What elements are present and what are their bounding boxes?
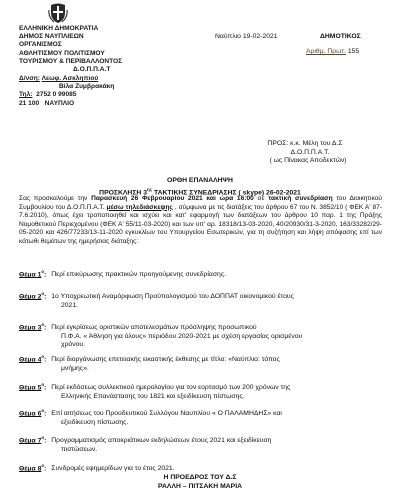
signature-name: ΡΑΛΛΗ – ΠΙΤΣΑΚΗ ΜΑΡΙΑ bbox=[157, 482, 242, 490]
agenda-item-text: Προγραμματισμός αποκριάτικων εκδηλώσεων έτους 2021 και εξειδίκευση bbox=[51, 437, 272, 445]
header-line: ΑΘΛΗΤΙΣΜΟΥ ΠΟΛΙΤΙΣΜΟΥ bbox=[19, 49, 105, 57]
agenda-item-text: Περί επικύρωσης πρακτικών προηγούμενης συνεδρίασης. bbox=[51, 271, 226, 279]
agenda-item-1: Θέμα $1^o$: Περί επικύρωσης πρακτικών προηγούμενης συνεδρίασης. bbox=[19, 269, 226, 279]
header-line: Δ.Ο.Π.Π.Α.Τ bbox=[73, 66, 111, 74]
address-street: Λεωφ. Ασκληπιού bbox=[41, 75, 99, 82]
address-villa: Βίλα Ζυμβρακάκη bbox=[59, 83, 115, 91]
signature-block bbox=[0, 474, 400, 491]
protocol-number: 155 bbox=[347, 48, 360, 55]
agenda-item-label: Θέμα 1 bbox=[19, 271, 42, 279]
recipient-block bbox=[220, 140, 390, 166]
signature-title: Η ΠΡΟΕΔΡΟΣ ΤΟΥ Δ.Σ bbox=[163, 474, 237, 481]
recipient-line: ( ως Πίνακας Αποδεκτών) bbox=[269, 157, 347, 165]
greek-emblem-icon bbox=[48, 2, 68, 24]
agenda-item-2: Θέμα $2^o$: 1ο Υποχρεωτική Αναμόρφωση Προϋπολογισμού του ΔΟΠΠΑΤ οικονομικού έτους 2021. bbox=[19, 290, 389, 310]
agenda-item-text: Π.Φ.Α. « Άθληση για όλους» περιόδου 2020-2021 με σχέση εργασίας ορισμένου bbox=[61, 332, 303, 340]
intro-paragraph: Σας προσκαλούμε την Παρασκευή 26 Φεβρουαρίου 2021 και ώρα 16:00 σε τακτική συνεδρίαση του Διοικητικού Συμβουλίου του Δ.Ο.Π.Π.Α.Τ. μέσω τηλεδιάσκεψης , σύμφωνα με τις διατάξεις του άρθρου 67 του Ν. 3852/10 ( ΦΕΚ Α' 87-7.6.2010), όπως έχει τροποποιηθεί και ισχύει και κατ' εφαρμογή των διατάξεων του άρθρου 10 παρ. 1 της Πράξης Νομοθετικού Περιεχομένου (ΦΕΚ Α' 55/11-03-2020) και των υπ' αρ. 18318/13-03-2020, 40/20930/31-3-2020, 163/33282/29-05-2020 και 426/77233/13-11-2020 εγκυκλίων του Υπουργείου Εσωτερικών, για τη συζήτηση και λήψη απόφασης επί των κάτωθι θεμάτων της ημερήσιας διάταξης: bbox=[19, 195, 382, 245]
address-block bbox=[19, 75, 189, 108]
postcode: 21 100 bbox=[19, 99, 40, 107]
agenda-item-text: Συνδρομές εφημερίδων για το έτος 2021. bbox=[51, 465, 175, 473]
protocol-block bbox=[306, 48, 359, 57]
header-line: ΟΡΓΑΝΙΣΜΟΣ bbox=[19, 41, 62, 49]
city: ΝΑΥΠΛΙΟ bbox=[44, 99, 75, 107]
organization-header bbox=[19, 25, 189, 74]
header-line: ΤΟΥΡΙΣΜΟΥ & ΠΕΡΙΒΑΛΛΟΝΤΟΣ bbox=[19, 57, 123, 65]
protocol-label: Αριθμ. Πρωτ. bbox=[306, 48, 346, 55]
agenda-item-5: Θέμα $5^o$: Περί εκδόσεως συλλεκτικού ημερολογίου για τον εορτασμό των 200 χρόνων της Ελληνικής Επανάστασης του 1821 και εξειδίκευση πίστωσης. bbox=[19, 381, 389, 401]
agenda-item-text: Περί εκδόσεως συλλεκτικού ημερολογίου για τον εορτασμό των 200 χρόνων της bbox=[51, 384, 291, 392]
title-line1: ΟΡΘΗ ΕΠΑΝΑΛΗΨΗ bbox=[167, 177, 233, 184]
agenda-item-text: Περί εγκρίσεως οριστικών αποτελεσμάτων πρόσληψης προσωπικού bbox=[51, 324, 257, 332]
recipient-line: Δ.Ο.Π.Π.Α.Τ. bbox=[290, 148, 330, 156]
agenda-item-6: Θέμα $6^o$: Επί αιτήσεως του Προοδευτικού Συλλόγου Ναυπλίου « Ο ΠΑΛΑΜΗΔΗΣ» και εξειδίκευση πίστωσης. bbox=[19, 407, 389, 427]
agenda-item-text: πιστώσεων. bbox=[61, 445, 98, 453]
document-category: ΔΗΜΟΤΙΚΟΣ bbox=[320, 33, 361, 40]
agenda-item-3: Θέμα $3^o$: Περί εγκρίσεως οριστικών αποτελεσμάτων πρόσληψης προσωπικού Π.Φ.Α. « Άθληση για όλους» περιόδου 2020-2021 με σχέση εργασίας ορισμένου χρόνου. bbox=[19, 321, 389, 350]
header-line: ΔΗΜΟΣ ΝΑΥΠΛΙΕΩΝ bbox=[19, 33, 84, 41]
agenda-item-7: Θέμα $7^o$: Προγραμματισμός αποκριάτικων εκδηλώσεων έτους 2021 και εξειδίκευση πιστώσεων. bbox=[19, 434, 389, 454]
agenda-item-text: εξειδίκευση πίστωσης. bbox=[61, 418, 129, 426]
agenda-item-4: Θέμα $4^o$: Περί διοργάνωσης επετειακής εικαστικής έκθεσης με τίτλο: «Ναύπλιο: τόπος μνήμης». bbox=[19, 353, 389, 373]
agenda-item-text: μνήμης». bbox=[61, 364, 89, 372]
recipient-line: ΠΡΟΣ: κ.κ. Μέλη του Δ.Σ bbox=[267, 140, 343, 147]
address-label: Δ/νση: bbox=[19, 75, 40, 82]
phone-label: Τηλ: bbox=[19, 91, 33, 99]
document-date: Ναύπλιο 19-02-2021 bbox=[215, 33, 278, 40]
phone-value: 2752 0 99085 bbox=[36, 91, 77, 99]
agenda-item-text: 2021. bbox=[61, 301, 79, 309]
agenda-item-text: χρόνου. bbox=[61, 341, 85, 349]
agenda-item-text: Ελληνικής Επανάστασης του 1821 και εξειδίκευση πίστωσης. bbox=[61, 392, 245, 400]
agenda-item-text: 1ο Υποχρεωτική Αναμόρφωση Προϋπολογισμού του ΔΟΠΠΑΤ οικονομικού έτους bbox=[51, 293, 294, 301]
agenda-item-text: Περί διοργάνωσης επετειακής εικαστικής έκθεσης με τίτλο: «Ναύπλιο: τόπος bbox=[51, 356, 280, 364]
header-line: ΕΛΛΗΝΙΚΗ ΔΗΜΟΚΡΑΤΙΑ bbox=[19, 25, 99, 32]
title-line2: ΠΡΟΣΚΛΗΣΗ $3^{\eta\varsigma}$ ΤΑΚΤΙΚΗΣ ΣΥΝΕΔΡΙΑΣΗΣ ( skype) 26-02-2021 bbox=[99, 186, 301, 196]
agenda-item-8: Θέμα $8^o$: Συνδρομές εφημερίδων για το έτος 2021. bbox=[19, 463, 175, 473]
agenda-item-text: Επί αιτήσεως του Προοδευτικού Συλλόγου Ναυπλίου « Ο ΠΑΛΑΜΗΔΗΣ» και bbox=[51, 410, 282, 418]
